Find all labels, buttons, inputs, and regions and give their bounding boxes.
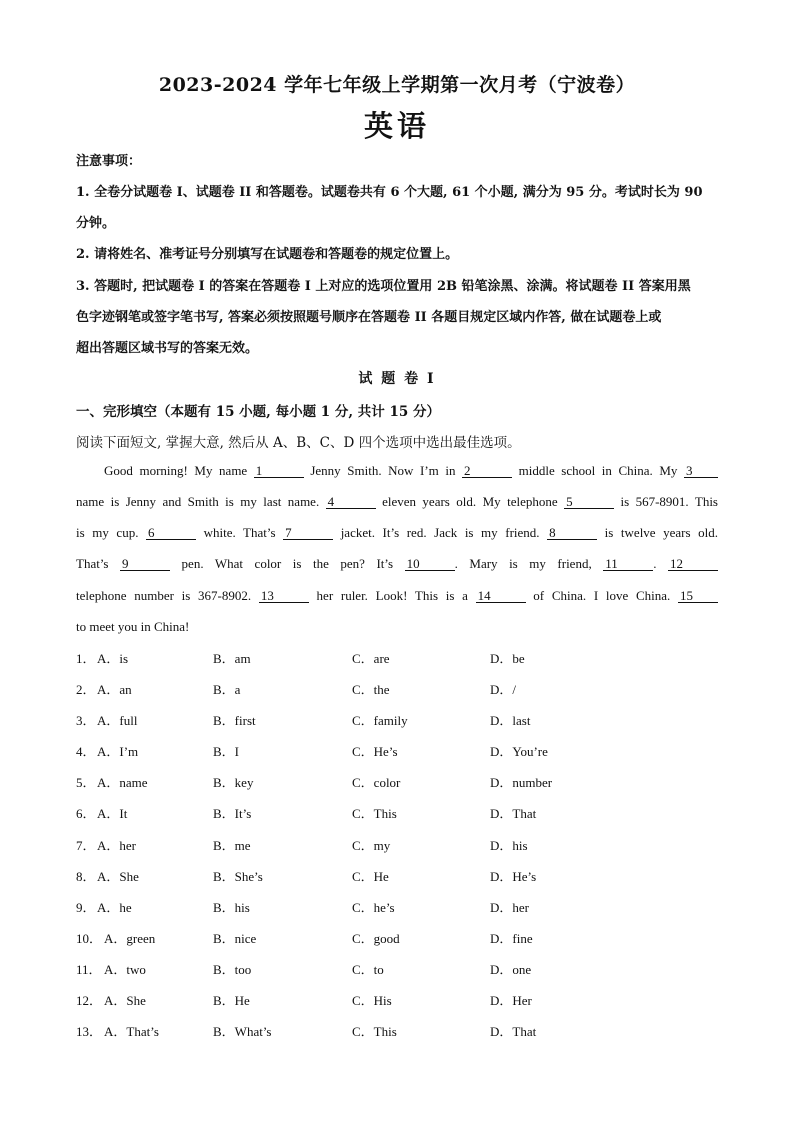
option-row-4 [76, 741, 736, 772]
option-c: C．family [352, 713, 408, 729]
options-list [76, 648, 736, 1052]
option-b: B．He [213, 993, 250, 1009]
passage-text: her ruler. Look! This is a [308, 588, 476, 603]
option-a: A．It [97, 806, 128, 822]
blank-3: 3 [684, 464, 718, 478]
option-c: C．my [352, 837, 391, 853]
option-d: D．/ [490, 682, 517, 698]
option-row-3 [76, 710, 736, 741]
option-d: D．Her [490, 993, 532, 1009]
passage-text: of China. I love China. [525, 588, 678, 603]
question-number: 1． [76, 651, 96, 666]
option-b: B．his [213, 899, 250, 915]
blank-15: 15 [678, 589, 718, 603]
option-a: A．name [97, 775, 148, 791]
question-number: 4． [76, 744, 96, 760]
option-c: C．are [352, 651, 390, 666]
passage-text: telephone number is 367-8902. [76, 588, 259, 603]
passage-text: Good morning! My name [104, 463, 254, 478]
option-row-9 [76, 897, 736, 928]
passage-line-4 [76, 556, 718, 572]
option-c: C．He’s [352, 744, 398, 760]
option-a: A．I’m [97, 744, 139, 760]
option-row-7 [76, 835, 736, 866]
notice-line-5: 色字迹钢笔或签字笔书写, 答案必须按照题号顺序在答题卷 II 各题目规定区域内作答, 做在试题卷上或 [76, 310, 662, 325]
option-c: C．This [352, 1024, 397, 1040]
option-b: B．first [213, 713, 256, 729]
option-a: A．She [97, 868, 139, 884]
passage-line-3 [76, 525, 718, 541]
blank-7: 7 [283, 526, 333, 540]
option-d: D．last [490, 713, 531, 729]
option-b: B．nice [213, 930, 257, 946]
notice-line-3: 2. 请将姓名、准考证号分别填写在试题卷和答题卷的规定位置上。 [76, 247, 459, 262]
blank-1: 1 [254, 464, 304, 478]
blank-13: 13 [259, 589, 309, 603]
passage-text: eleven years old. My telephone [375, 494, 565, 509]
question-number: 5． [76, 775, 96, 791]
question-number: 8． [76, 868, 96, 884]
question-number: 3． [76, 713, 96, 729]
blank-2: 2 [462, 464, 512, 478]
option-a: A．her [97, 837, 136, 853]
question-number: 7． [76, 837, 96, 853]
option-b: B．me [213, 837, 251, 853]
option-d: D．number [490, 775, 553, 791]
notice-line-4: 3. 答题时, 把试题卷 I 的答案在答题卷 I 上对应的选项位置用 2B 铅笔涂黑、涂满。将试题卷 II 答案用黑 [76, 279, 691, 294]
question-number: 2． [76, 682, 96, 698]
passage-line-1 [76, 463, 718, 479]
option-row-11 [76, 959, 736, 990]
passage-text: pen. What color is the pen? It’s [170, 556, 405, 571]
blank-4: 4 [326, 495, 376, 509]
option-c: C．good [352, 930, 400, 946]
blank-14: 14 [476, 589, 526, 603]
option-c: C．color [352, 775, 401, 791]
exam-title: 2023-2024 学年七年级上学期第一次月考（宁波卷） [158, 74, 636, 96]
question-number: 6． [76, 806, 96, 822]
option-d: D．That [490, 1024, 537, 1040]
option-c: C．He [352, 868, 389, 884]
option-d: D．be [490, 651, 525, 666]
passage-text: white. That’s [196, 525, 284, 540]
option-a: A．She [104, 993, 146, 1009]
option-a: A．That’s [104, 1024, 159, 1040]
option-d: D．her [490, 899, 529, 915]
option-row-13 [76, 1021, 736, 1052]
blank-12: 12 [668, 557, 718, 571]
option-b: B．a [213, 682, 241, 698]
option-b: B．am [213, 651, 251, 666]
option-a: A．an [97, 682, 132, 698]
passage-text: jacket. It’s red. Jack is my friend. [333, 525, 548, 540]
option-d: D．He’s [490, 868, 537, 884]
option-b: B．She’s [213, 868, 263, 884]
option-b: B．What’s [213, 1024, 272, 1040]
notice-heading: 注意事项： [76, 154, 142, 169]
passage-text: is my cup. [76, 525, 147, 540]
option-b: B．key [213, 775, 254, 791]
option-b: B．It’s [213, 806, 252, 822]
blank-11: 11 [603, 557, 653, 571]
notice-line-1: 1. 全卷分试题卷 I、试题卷 II 和答题卷。试题卷共有 6 个大题, 61 个小题, 满分为 95 分。考试时长为 90 [76, 185, 703, 200]
blank-5: 5 [564, 495, 614, 509]
option-c: C．the [352, 682, 390, 698]
option-d: D．one [490, 961, 532, 977]
option-a: A．two [104, 961, 146, 977]
option-a: A．is [97, 651, 129, 666]
passage-text: is 567-8901. This [614, 494, 718, 509]
option-row-5 [76, 772, 736, 803]
passage-text: Jenny Smith. Now I’m in [303, 463, 463, 478]
option-row-12 [76, 990, 736, 1021]
option-d: D．That [490, 806, 537, 822]
notice-line-2: 分钟。 [76, 216, 116, 231]
passage-text: That’s [76, 556, 121, 571]
option-a: A．green [104, 930, 156, 946]
option-d: D．You’re [490, 744, 548, 760]
paper-label: 试 题 卷 I [358, 371, 436, 387]
section-title: 一、完形填空（本题有 15 小题, 每小题 1 分, 共计 15 分） [76, 404, 440, 420]
option-row-1 [76, 648, 736, 679]
option-c: C．His [352, 993, 392, 1009]
section-instruction: 阅读下面短文, 掌握大意, 然后从 A、B、C、D 四个选项中选出最佳选项。 [76, 435, 521, 451]
question-number: 12． [76, 993, 103, 1009]
option-row-6 [76, 803, 736, 834]
blank-9: 9 [120, 557, 170, 571]
blank-6: 6 [146, 526, 196, 540]
option-row-10 [76, 928, 736, 959]
passage-text: middle school in China. My [512, 463, 684, 478]
option-b: B．too [213, 961, 252, 977]
passage-text: name is Jenny and Smith is my last name. [76, 494, 326, 509]
passage-text: is twelve years old. [597, 525, 718, 540]
question-number: 11． [76, 961, 102, 977]
question-number: 10． [76, 930, 103, 946]
passage-text: . Mary is my friend, [454, 556, 604, 571]
subject-title: 英语 [363, 109, 430, 143]
option-d: D．fine [490, 930, 533, 946]
option-d: D．his [490, 837, 528, 853]
notice-line-6: 超出答题区域书写的答案无效。 [76, 341, 259, 356]
passage-line-5 [76, 588, 718, 604]
passage-line-2 [76, 494, 718, 510]
passage-line-6: to meet you in China! [76, 619, 190, 634]
option-row-8 [76, 866, 736, 897]
blank-8: 8 [547, 526, 597, 540]
option-c: C．to [352, 961, 384, 977]
blank-10: 10 [405, 557, 455, 571]
option-b: B．I [213, 744, 240, 760]
passage-text: . [653, 556, 669, 571]
option-c: C．he’s [352, 899, 395, 915]
question-number: 9． [76, 899, 96, 915]
option-a: A．full [97, 713, 138, 729]
question-number: 13． [76, 1024, 103, 1040]
option-a: A．he [97, 899, 132, 915]
option-c: C．This [352, 806, 397, 822]
option-row-2 [76, 679, 736, 710]
